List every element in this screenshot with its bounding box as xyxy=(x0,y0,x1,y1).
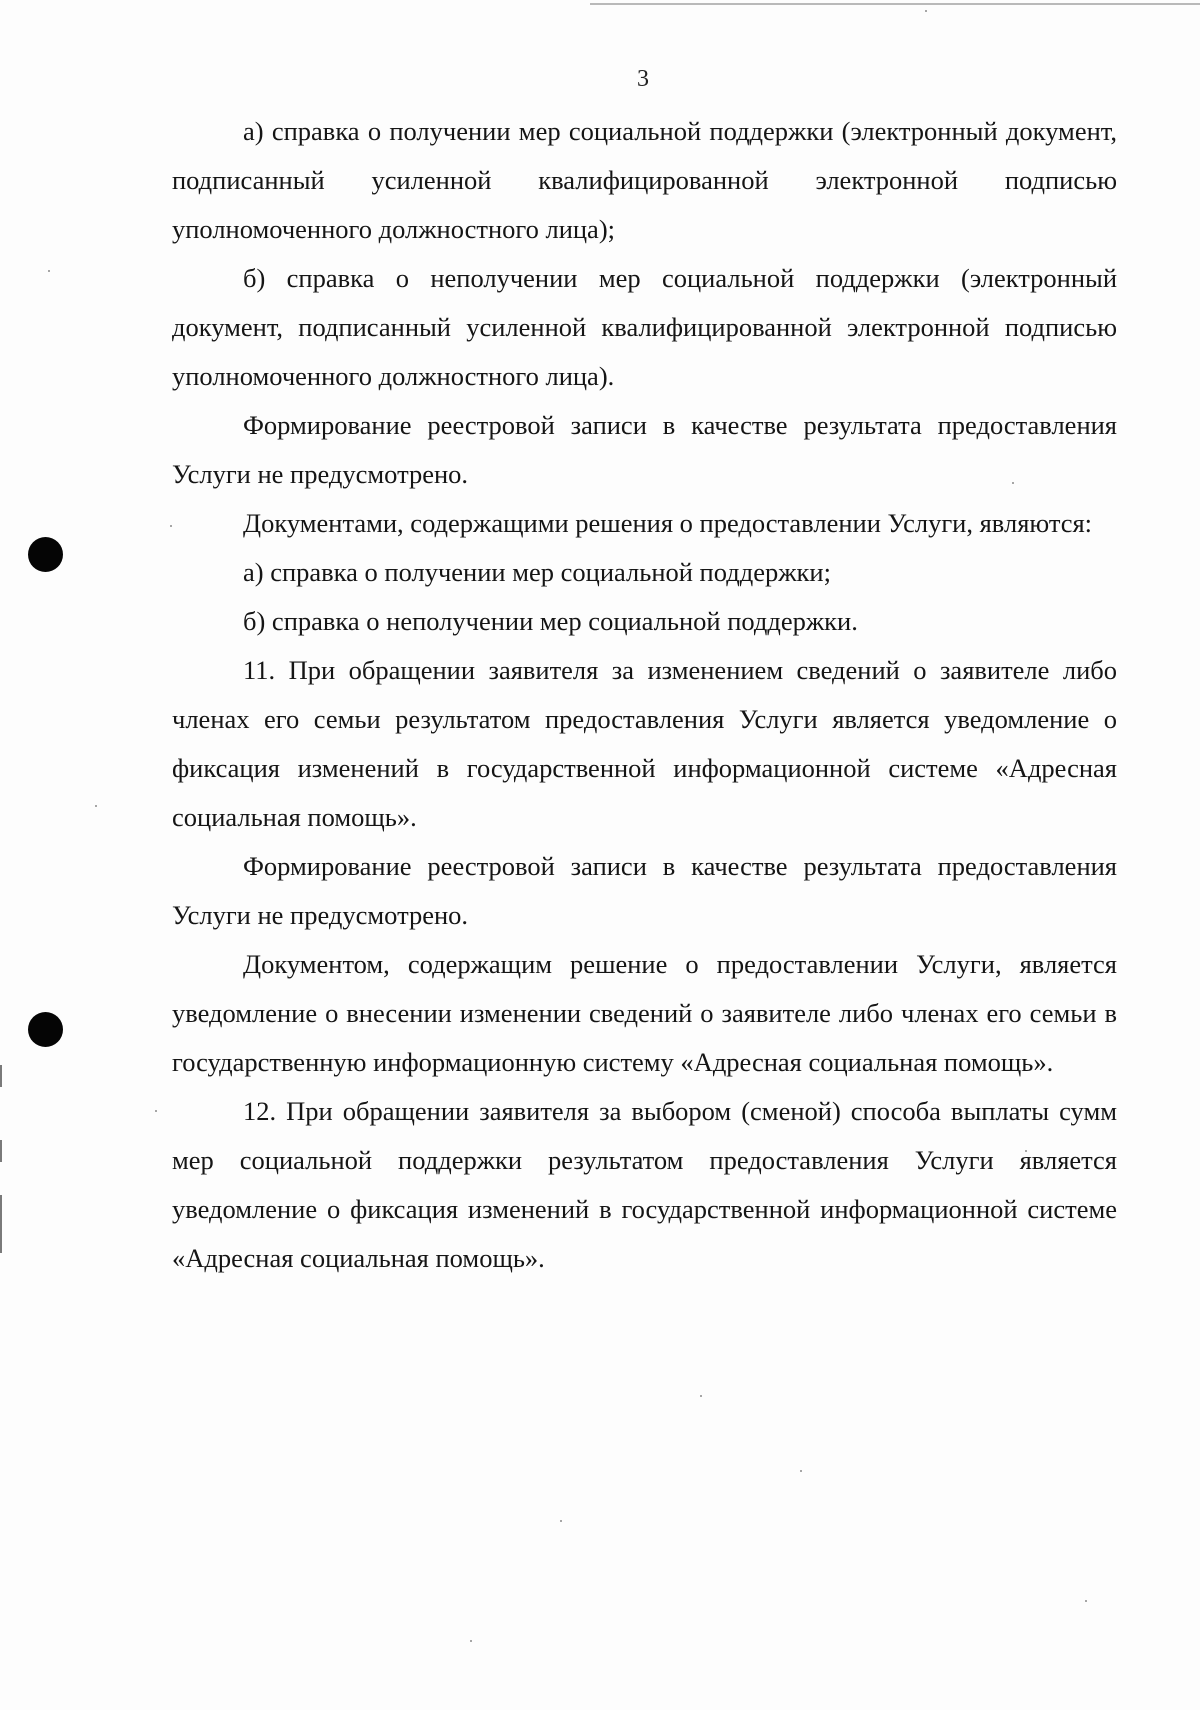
scan-speck xyxy=(470,1640,472,1642)
scan-speck xyxy=(155,1110,157,1112)
scan-speck xyxy=(560,1520,562,1522)
scan-speck xyxy=(48,270,50,272)
paragraph-list-item-a: а) справка о получении мер социальной поддержки; xyxy=(243,557,831,587)
paragraph-certificate-not-received: б) справка о неполучении мер социальной поддержки (электронный документ, подписанный усиленной квалифицированной электронной подписью уполномоченного должностного лица). xyxy=(172,263,1117,391)
paragraph-registry-record-2: Формирование реестровой записи в качестве результата предоставления Услуги не предусмотрено. xyxy=(172,851,1117,930)
scan-edge-mark xyxy=(0,1140,2,1162)
scan-speck xyxy=(925,10,927,12)
paragraph-certificate-received: а) справка о получении мер социальной поддержки (электронный документ, подписанный усиленной квалифицированной электронной подписью уполномоченного должностного лица); xyxy=(172,116,1117,244)
scan-speck xyxy=(1085,1600,1087,1602)
punch-hole xyxy=(28,537,63,572)
scan-speck xyxy=(95,805,97,807)
page-number: 3 xyxy=(637,66,649,92)
scan-speck xyxy=(700,1395,702,1397)
scan-edge-mark xyxy=(0,1195,2,1253)
paragraph-clause-11: 11. При обращении заявителя за изменением сведений о заявителе либо членах его семьи результатом предоставления Услуги является уведомление о фиксация изменений в государственной информационной системе «Адресная социальная помощь». xyxy=(172,655,1117,832)
document-body xyxy=(172,107,1117,1283)
paragraph-clause-12: 12. При обращении заявителя за выбором (сменой) способа выплаты сумм мер социальной поддержки результатом предоставления Услуги является уведомление о фиксация изменений в государственной информационной системе «Адресная социальная помощь». xyxy=(172,1096,1117,1273)
scan-speck xyxy=(800,1470,802,1472)
scan-edge-mark xyxy=(0,1065,2,1087)
punch-hole xyxy=(28,1012,63,1047)
paragraph-list-item-b: б) справка о неполучении мер социальной поддержки. xyxy=(243,606,858,636)
paragraph-decision-documents: Документами, содержащими решения о предоставлении Услуги, являются: xyxy=(243,508,1093,538)
paragraph-decision-document: Документом, содержащим решение о предоставлении Услуги, является уведомление о внесении изменении сведений о заявителе либо членах его семьи в государственную информационную систему «Адресная социальная помощь». xyxy=(172,949,1117,1077)
scan-edge-line xyxy=(590,3,1200,5)
paragraph-registry-record: Формирование реестровой записи в качестве результата предоставления Услуги не предусмотрено. xyxy=(172,410,1117,489)
